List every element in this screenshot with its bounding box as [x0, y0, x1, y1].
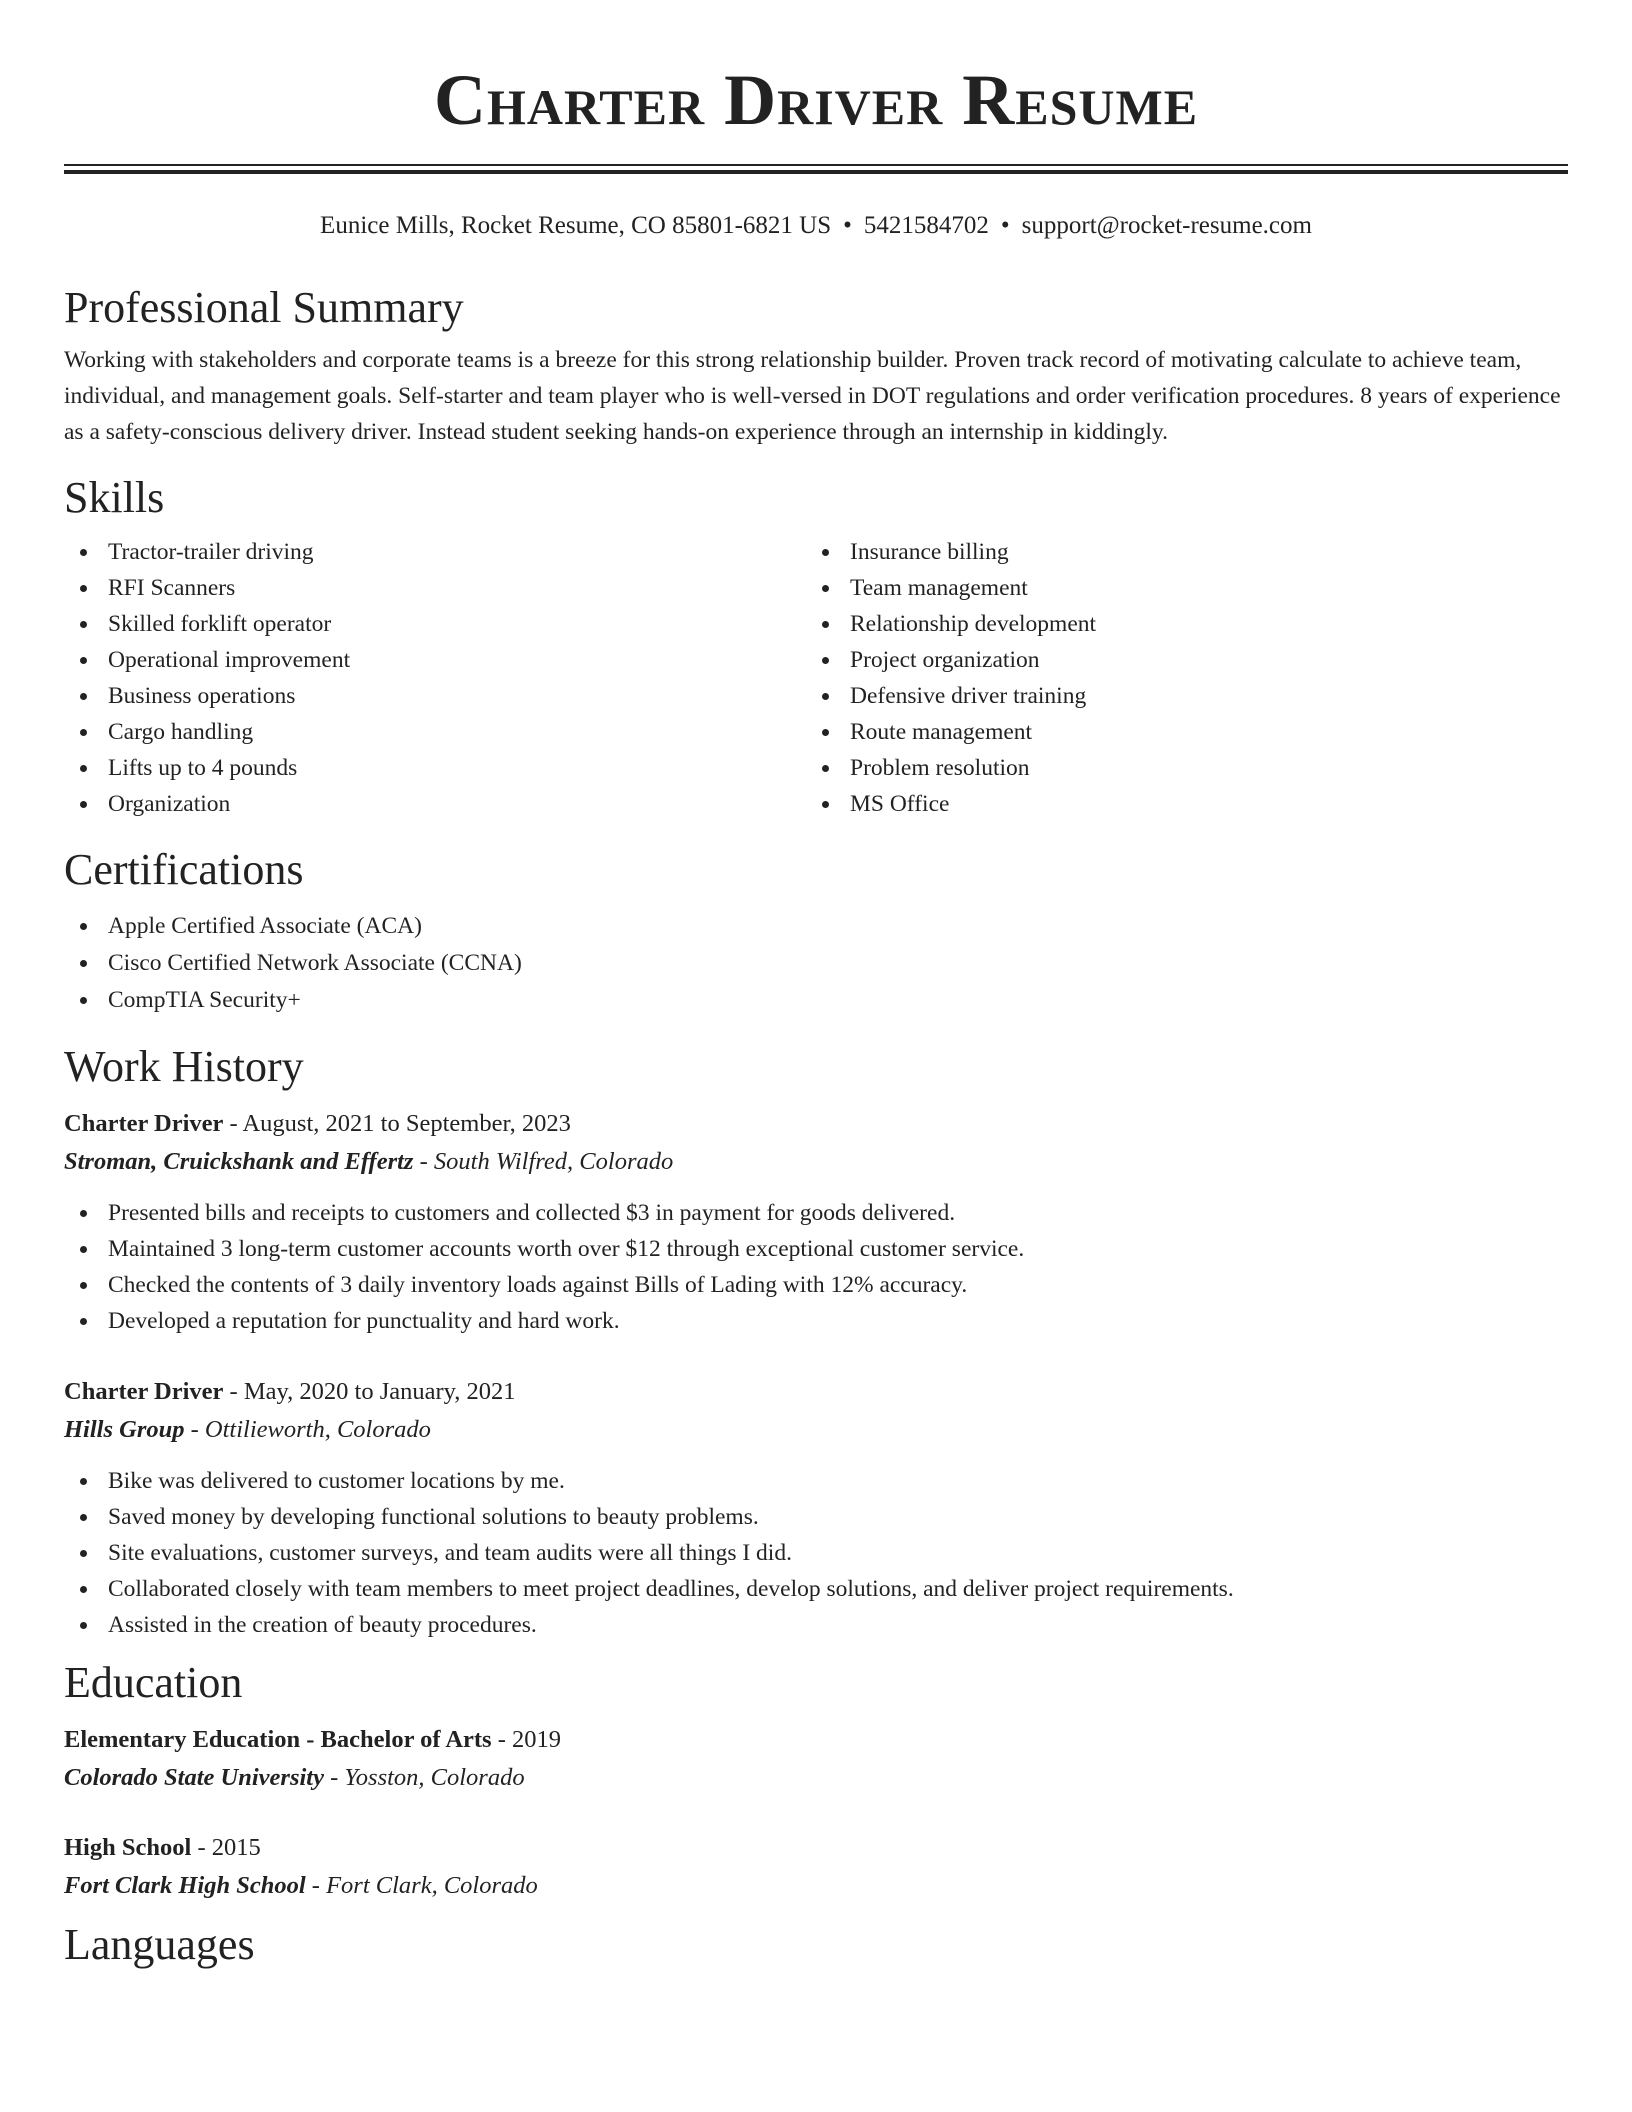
- skill-item: Problem resolution: [806, 750, 1548, 786]
- job-entry: [64, 1373, 1568, 1643]
- certification-item: CompTIA Security+: [64, 982, 1568, 1019]
- job-company: Stroman, Cruickshank and Effertz: [64, 1148, 414, 1175]
- job-duties-list: [64, 1463, 1568, 1643]
- job-entry: [64, 1105, 1568, 1339]
- education-school-line: [64, 1867, 1568, 1905]
- contact-address: Eunice Mills, Rocket Resume, CO 85801-6821 US: [320, 212, 832, 239]
- dash: -: [330, 1764, 339, 1791]
- job-title: Charter Driver: [64, 1378, 224, 1405]
- dash: -: [229, 1110, 238, 1137]
- job-duty-item: Collaborated closely with team members to meet project deadlines, develop solutions, and deliver project requirements.: [64, 1571, 1568, 1607]
- dash: -: [190, 1416, 199, 1443]
- section-heading-education: Education: [64, 1658, 243, 1707]
- skill-item: Skilled forklift operator: [64, 606, 806, 642]
- education-year: 2015: [211, 1834, 261, 1861]
- section-heading-work-history: Work History: [64, 1042, 304, 1091]
- education-entry: [64, 1721, 1568, 1797]
- skills-grid: [64, 534, 1568, 822]
- skill-item: Project organization: [806, 642, 1548, 678]
- job-duty-item: Assisted in the creation of beauty procedures.: [64, 1607, 1568, 1643]
- job-duty-item: Maintained 3 long-term customer accounts worth over $12 through exceptional customer service.: [64, 1231, 1568, 1267]
- skill-item: Route management: [806, 714, 1548, 750]
- contact-line: [64, 210, 1568, 242]
- job-title-line: [64, 1105, 1568, 1143]
- skill-item: Insurance billing: [806, 534, 1548, 570]
- certification-item: Cisco Certified Network Associate (CCNA): [64, 945, 1568, 982]
- dash: -: [419, 1148, 428, 1175]
- skill-item: Cargo handling: [64, 714, 806, 750]
- job-location: Ottilieworth, Colorado: [204, 1416, 431, 1443]
- education-year: 2019: [512, 1726, 561, 1753]
- education-entry: [64, 1829, 1568, 1905]
- skill-item: MS Office: [806, 786, 1548, 822]
- job-title-line: [64, 1373, 1568, 1411]
- job-company: Hills Group: [64, 1416, 185, 1443]
- job-location: South Wilfred, Colorado: [433, 1148, 674, 1175]
- job-duty-item: Developed a reputation for punctuality and hard work.: [64, 1303, 1568, 1339]
- dash: -: [229, 1378, 238, 1405]
- dash: -: [197, 1834, 206, 1861]
- job-duty-item: Bike was delivered to customer locations by me.: [64, 1463, 1568, 1499]
- job-company-line: [64, 1143, 1568, 1181]
- education-school: Colorado State University: [64, 1764, 324, 1791]
- contact-separator: •: [1000, 212, 1010, 239]
- skill-item: Lifts up to 4 pounds: [64, 750, 806, 786]
- section-heading-skills: Skills: [64, 473, 165, 522]
- job-company-line: [64, 1411, 1568, 1449]
- dash: -: [311, 1872, 320, 1899]
- education-degree: Elementary Education - Bachelor of Arts: [64, 1726, 492, 1753]
- skills-column-right: [806, 534, 1548, 822]
- education-location: Fort Clark, Colorado: [326, 1872, 538, 1899]
- skill-item: Team management: [806, 570, 1548, 606]
- job-title: Charter Driver: [64, 1110, 224, 1137]
- skill-item: Tractor-trailer driving: [64, 534, 806, 570]
- contact-email: support@rocket-resume.com: [1021, 212, 1312, 239]
- skill-item: Relationship development: [806, 606, 1548, 642]
- job-duty-item: Site evaluations, customer surveys, and team audits were all things I did.: [64, 1535, 1568, 1571]
- job-duties-list: [64, 1195, 1568, 1339]
- certifications-list: [64, 908, 1568, 1019]
- summary-text: Working with stakeholders and corporate teams is a breeze for this strong relationship builder. Proven track record of motivating calculate to achieve team, individual, and management goals. Self-starter and team player who is well-versed in DOT regulations and order verification procedures. 8 years of experience as a safety-conscious delivery driver. Instead student seeking hands-on experience through an internship in kiddingly.: [64, 347, 1561, 445]
- dash: -: [497, 1726, 506, 1753]
- education-degree-line: [64, 1721, 1568, 1759]
- job-duty-item: Checked the contents of 3 daily inventory loads against Bills of Lading with 12% accuracy.: [64, 1267, 1568, 1303]
- job-duty-item: Saved money by developing functional solutions to beauty problems.: [64, 1499, 1568, 1535]
- education-degree-line: [64, 1829, 1568, 1867]
- education-location: Yosston, Colorado: [344, 1764, 525, 1791]
- certification-item: Apple Certified Associate (ACA): [64, 908, 1568, 945]
- section-heading-certifications: Certifications: [64, 845, 304, 894]
- skill-item: Organization: [64, 786, 806, 822]
- section-heading-languages: Languages: [64, 1920, 255, 1969]
- education-degree: High School: [64, 1834, 192, 1861]
- skill-item: RFI Scanners: [64, 570, 806, 606]
- skill-item: Defensive driver training: [806, 678, 1548, 714]
- skills-column-left: [64, 534, 806, 822]
- job-dates: May, 2020 to January, 2021: [243, 1378, 516, 1405]
- job-dates: August, 2021 to September, 2023: [242, 1110, 571, 1137]
- resume-title: Charter Driver Resume: [433, 60, 1199, 140]
- education-school: Fort Clark High School: [64, 1872, 306, 1899]
- title-double-rule: [64, 164, 1568, 174]
- skill-item: Operational improvement: [64, 642, 806, 678]
- section-heading-summary: Professional Summary: [64, 283, 464, 332]
- job-duty-item: Presented bills and receipts to customers and collected $3 in payment for goods delivered.: [64, 1195, 1568, 1231]
- education-school-line: [64, 1759, 1568, 1797]
- skill-item: Business operations: [64, 678, 806, 714]
- contact-phone: 5421584702: [863, 212, 989, 239]
- contact-separator: •: [843, 212, 852, 239]
